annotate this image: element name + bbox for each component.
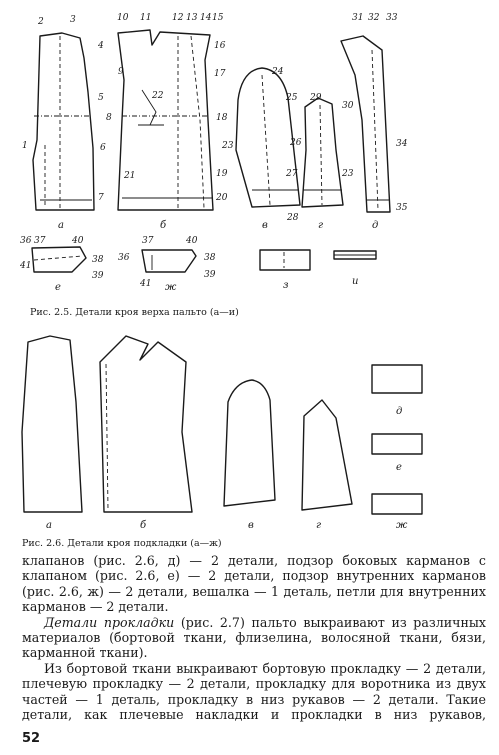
lining-letter-d: д — [396, 406, 403, 417]
label-12: 12 — [172, 13, 184, 23]
label-15: 15 — [212, 13, 224, 23]
label-36a: 36 — [20, 236, 32, 246]
label-14: 14 — [200, 13, 212, 23]
label-32: 32 — [368, 13, 380, 23]
figure-2-5-drawing — [0, 0, 499, 305]
lining-piece-zh — [372, 494, 422, 514]
label-21: 21 — [124, 171, 136, 181]
lining-piece-g — [302, 400, 352, 510]
label-25: 25 — [286, 93, 298, 103]
paragraph-1: клапанов (рис. 2.6, д) — 2 детали, подзор боковых карманов с клапаном (рис. 2.6, е) — 2 детали, подзор внутренних карманов (рис. 2.6, ж) — 2 детали, вешалка — 1 деталь, петли для внутренних карманов — 2 детали. — [22, 553, 486, 615]
label-1: 1 — [22, 141, 28, 151]
paragraph-2 — [22, 615, 486, 661]
label-22: 22 — [152, 91, 164, 101]
piece-zh-flap — [142, 250, 196, 272]
label-39a: 39 — [92, 271, 104, 281]
label-4: 4 — [98, 41, 104, 51]
label-23b: 23 — [342, 169, 354, 179]
lining-piece-d — [372, 365, 422, 393]
lining-piece-e — [372, 434, 422, 454]
label-38b: 38 — [204, 253, 216, 263]
paragraph-3: Из бортовой ткани выкраивают бортовую прокладку — 2 детали, плечевую прокладку — 2 детали, прокладку для воротника из двух частей — 1 деталь, прокладку в низ рукавов — 2 детали. Такие детали, как плечевые накладки и прокладки в низ рукавов, — [22, 660, 486, 723]
lining-letter-g: г — [316, 520, 322, 531]
piece-letter-zh: ж — [165, 282, 177, 293]
label-31: 31 — [352, 13, 364, 23]
piece-g-sleeve-under — [302, 98, 343, 207]
figure-2-6-drawing — [0, 322, 499, 537]
piece-letter-v: в — [262, 220, 268, 231]
label-39b: 39 — [204, 270, 216, 280]
lining-letter-b: б — [140, 520, 147, 531]
figure-2-5-caption: Рис. 2.5. Детали кроя верха пальто (а—и) — [30, 307, 239, 318]
piece-i-strip — [334, 251, 376, 259]
label-41b: 41 — [140, 279, 152, 289]
label-13: 13 — [186, 13, 198, 23]
label-38a: 38 — [92, 255, 104, 265]
piece-letter-g: г — [318, 220, 324, 231]
label-27: 27 — [286, 169, 298, 179]
lining-piece-a — [22, 336, 82, 512]
label-40b: 40 — [186, 236, 198, 246]
label-6: 6 — [100, 143, 106, 153]
label-16: 16 — [214, 41, 226, 51]
label-10: 10 — [117, 13, 129, 23]
label-29: 29 — [310, 93, 322, 103]
label-5: 5 — [98, 93, 104, 103]
label-17: 17 — [214, 69, 226, 79]
label-41a: 41 — [20, 261, 32, 271]
label-20: 20 — [216, 193, 228, 203]
label-9: 9 — [118, 67, 124, 77]
label-37a: 37 — [34, 236, 46, 246]
label-19: 19 — [216, 169, 228, 179]
label-35: 35 — [396, 203, 408, 213]
label-2: 2 — [38, 17, 44, 27]
label-34: 34 — [396, 139, 408, 149]
piece-letter-e: е — [55, 282, 61, 293]
body-text — [22, 553, 486, 722]
label-40a: 40 — [72, 236, 84, 246]
label-36b: 36 — [118, 253, 130, 263]
label-28: 28 — [287, 213, 299, 223]
lining-letter-v: в — [248, 520, 254, 531]
piece-d-facing — [341, 36, 390, 212]
lining-letter-e: е — [396, 462, 402, 473]
label-23a: 23 — [222, 141, 234, 151]
lining-letter-a: а — [46, 520, 52, 531]
label-30: 30 — [342, 101, 354, 111]
piece-letter-d: д — [372, 220, 379, 231]
lining-piece-b — [100, 336, 192, 512]
figure-2-6 — [0, 322, 499, 537]
label-37b: 37 — [142, 236, 154, 246]
label-26: 26 — [290, 138, 302, 148]
piece-b-front — [118, 30, 213, 210]
paragraph-2-lead: Детали прокладки — [44, 614, 175, 630]
figure-2-6-caption: Рис. 2.6. Детали кроя подкладки (а—ж) — [22, 538, 222, 549]
piece-e-flap — [32, 247, 86, 272]
lining-letter-zh: ж — [396, 520, 408, 531]
paragraph-2-rest: (рис. 2.7) пальто выкраивают из различных материалов (бортовой ткани, флизелина, волосяной ткани, бязи, карманной ткани). — [22, 614, 486, 661]
piece-letter-z: з — [283, 280, 289, 291]
piece-letter-b: б — [160, 220, 167, 231]
label-33: 33 — [386, 13, 398, 23]
lining-piece-v — [224, 380, 275, 506]
label-11: 11 — [140, 13, 152, 23]
piece-letter-a: а — [58, 220, 64, 231]
label-24: 24 — [272, 67, 284, 77]
page-number: 52 — [22, 731, 41, 746]
piece-z-strip — [260, 250, 310, 270]
figure-2-5 — [0, 0, 499, 305]
piece-a-back — [33, 33, 94, 210]
piece-letter-i: и — [352, 276, 359, 287]
label-7: 7 — [98, 193, 104, 203]
label-3: 3 — [70, 15, 76, 25]
label-8: 8 — [106, 113, 112, 123]
label-18: 18 — [216, 113, 228, 123]
